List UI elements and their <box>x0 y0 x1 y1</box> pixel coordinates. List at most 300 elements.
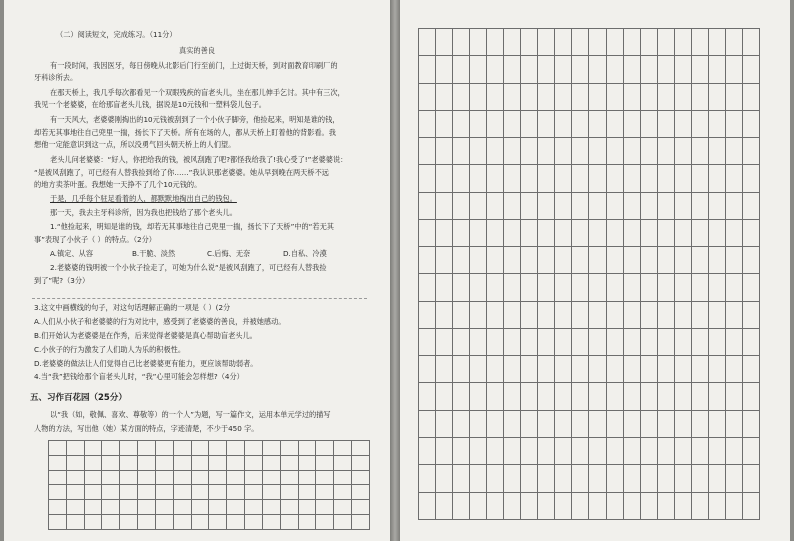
grid-cell[interactable] <box>623 165 640 192</box>
grid-cell[interactable] <box>280 515 298 530</box>
grid-cell[interactable] <box>606 274 623 301</box>
grid-cell[interactable] <box>640 492 657 519</box>
grid-cell[interactable] <box>419 274 436 301</box>
grid-cell[interactable] <box>84 500 102 515</box>
grid-cell[interactable] <box>623 247 640 274</box>
grid-cell[interactable] <box>470 437 487 464</box>
grid-cell[interactable] <box>173 485 191 500</box>
grid-cell[interactable] <box>245 441 263 456</box>
grid-cell[interactable] <box>436 356 453 383</box>
grid-cell[interactable] <box>589 219 606 246</box>
grid-cell[interactable] <box>227 441 245 456</box>
grid-cell[interactable] <box>209 441 227 456</box>
grid-cell[interactable] <box>453 383 470 410</box>
grid-cell[interactable] <box>725 437 742 464</box>
grid-cell[interactable] <box>555 437 572 464</box>
grid-cell[interactable] <box>470 383 487 410</box>
grid-cell[interactable] <box>657 328 674 355</box>
grid-cell[interactable] <box>470 492 487 519</box>
grid-cell[interactable] <box>589 492 606 519</box>
grid-cell[interactable] <box>606 437 623 464</box>
grid-cell[interactable] <box>49 485 67 500</box>
grid-cell[interactable] <box>120 485 138 500</box>
grid-cell[interactable] <box>504 492 521 519</box>
grid-cell[interactable] <box>227 515 245 530</box>
grid-cell[interactable] <box>262 470 280 485</box>
grid-cell[interactable] <box>538 301 555 328</box>
grid-cell[interactable] <box>470 301 487 328</box>
grid-cell[interactable] <box>640 247 657 274</box>
grid-cell[interactable] <box>155 455 173 470</box>
grid-cell[interactable] <box>352 485 370 500</box>
grid-cell[interactable] <box>504 383 521 410</box>
grid-cell[interactable] <box>487 274 504 301</box>
grid-cell[interactable] <box>606 328 623 355</box>
grid-cell[interactable] <box>352 441 370 456</box>
grid-cell[interactable] <box>453 465 470 492</box>
grid-cell[interactable] <box>504 247 521 274</box>
grid-cell[interactable] <box>227 470 245 485</box>
grid-cell[interactable] <box>589 383 606 410</box>
grid-cell[interactable] <box>674 247 691 274</box>
grid-cell[interactable] <box>657 56 674 83</box>
grid-cell[interactable] <box>49 455 67 470</box>
grid-cell[interactable] <box>589 301 606 328</box>
grid-cell[interactable] <box>708 29 725 56</box>
grid-cell[interactable] <box>555 465 572 492</box>
grid-cell[interactable] <box>191 455 209 470</box>
grid-cell[interactable] <box>640 356 657 383</box>
grid-cell[interactable] <box>504 192 521 219</box>
grid-cell[interactable] <box>742 410 759 437</box>
grid-cell[interactable] <box>298 515 316 530</box>
grid-cell[interactable] <box>572 356 589 383</box>
grid-cell[interactable] <box>606 165 623 192</box>
grid-cell[interactable] <box>589 274 606 301</box>
grid-cell[interactable] <box>742 437 759 464</box>
grid-cell[interactable] <box>487 383 504 410</box>
grid-cell[interactable] <box>487 165 504 192</box>
grid-cell[interactable] <box>691 383 708 410</box>
grid-cell[interactable] <box>589 110 606 137</box>
grid-cell[interactable] <box>555 29 572 56</box>
grid-cell[interactable] <box>453 56 470 83</box>
grid-cell[interactable] <box>657 356 674 383</box>
grid-cell[interactable] <box>521 301 538 328</box>
grid-cell[interactable] <box>352 470 370 485</box>
grid-cell[interactable] <box>245 485 263 500</box>
grid-cell[interactable] <box>708 274 725 301</box>
grid-cell[interactable] <box>521 465 538 492</box>
grid-cell[interactable] <box>606 219 623 246</box>
grid-cell[interactable] <box>725 410 742 437</box>
grid-cell[interactable] <box>572 165 589 192</box>
grid-cell[interactable] <box>708 110 725 137</box>
grid-cell[interactable] <box>623 192 640 219</box>
grid-cell[interactable] <box>538 383 555 410</box>
grid-cell[interactable] <box>691 110 708 137</box>
grid-cell[interactable] <box>504 301 521 328</box>
grid-cell[interactable] <box>640 138 657 165</box>
grid-cell[interactable] <box>521 138 538 165</box>
grid-cell[interactable] <box>419 247 436 274</box>
grid-cell[interactable] <box>640 301 657 328</box>
grid-cell[interactable] <box>691 465 708 492</box>
grid-cell[interactable] <box>487 219 504 246</box>
grid-cell[interactable] <box>657 29 674 56</box>
grid-cell[interactable] <box>606 83 623 110</box>
grid-cell[interactable] <box>623 138 640 165</box>
grid-cell[interactable] <box>453 437 470 464</box>
grid-cell[interactable] <box>419 383 436 410</box>
grid-cell[interactable] <box>209 470 227 485</box>
grid-cell[interactable] <box>419 29 436 56</box>
grid-cell[interactable] <box>155 485 173 500</box>
grid-cell[interactable] <box>470 83 487 110</box>
grid-cell[interactable] <box>657 219 674 246</box>
grid-cell[interactable] <box>572 465 589 492</box>
grid-cell[interactable] <box>298 455 316 470</box>
grid-cell[interactable] <box>691 274 708 301</box>
grid-cell[interactable] <box>66 515 84 530</box>
grid-cell[interactable] <box>436 274 453 301</box>
grid-cell[interactable] <box>589 56 606 83</box>
grid-cell[interactable] <box>589 465 606 492</box>
grid-cell[interactable] <box>504 110 521 137</box>
grid-cell[interactable] <box>708 83 725 110</box>
grid-cell[interactable] <box>674 274 691 301</box>
grid-cell[interactable] <box>504 274 521 301</box>
grid-cell[interactable] <box>487 83 504 110</box>
grid-cell[interactable] <box>419 356 436 383</box>
grid-cell[interactable] <box>419 410 436 437</box>
grid-cell[interactable] <box>334 441 352 456</box>
grid-cell[interactable] <box>334 485 352 500</box>
grid-cell[interactable] <box>538 356 555 383</box>
grid-cell[interactable] <box>209 515 227 530</box>
grid-cell[interactable] <box>155 441 173 456</box>
grid-cell[interactable] <box>470 192 487 219</box>
grid-cell[interactable] <box>572 328 589 355</box>
grid-cell[interactable] <box>245 470 263 485</box>
grid-cell[interactable] <box>436 410 453 437</box>
grid-cell[interactable] <box>555 328 572 355</box>
grid-cell[interactable] <box>436 56 453 83</box>
grid-cell[interactable] <box>334 470 352 485</box>
grid-cell[interactable] <box>742 192 759 219</box>
grid-cell[interactable] <box>436 437 453 464</box>
grid-cell[interactable] <box>419 165 436 192</box>
grid-cell[interactable] <box>572 383 589 410</box>
grid-cell[interactable] <box>657 83 674 110</box>
grid-cell[interactable] <box>691 192 708 219</box>
grid-cell[interactable] <box>436 301 453 328</box>
grid-cell[interactable] <box>453 138 470 165</box>
grid-cell[interactable] <box>606 410 623 437</box>
grid-cell[interactable] <box>102 515 120 530</box>
grid-cell[interactable] <box>66 470 84 485</box>
essay-writing-grid[interactable] <box>48 440 370 530</box>
grid-cell[interactable] <box>555 410 572 437</box>
grid-cell[interactable] <box>538 83 555 110</box>
grid-cell[interactable] <box>623 356 640 383</box>
grid-cell[interactable] <box>84 485 102 500</box>
grid-cell[interactable] <box>538 138 555 165</box>
grid-cell[interactable] <box>640 437 657 464</box>
grid-cell[interactable] <box>538 492 555 519</box>
grid-cell[interactable] <box>453 110 470 137</box>
grid-cell[interactable] <box>280 441 298 456</box>
grid-cell[interactable] <box>674 192 691 219</box>
grid-cell[interactable] <box>470 356 487 383</box>
grid-cell[interactable] <box>691 356 708 383</box>
grid-cell[interactable] <box>708 328 725 355</box>
grid-cell[interactable] <box>589 83 606 110</box>
grid-cell[interactable] <box>742 29 759 56</box>
grid-cell[interactable] <box>538 328 555 355</box>
grid-cell[interactable] <box>470 56 487 83</box>
grid-cell[interactable] <box>453 165 470 192</box>
grid-cell[interactable] <box>674 410 691 437</box>
grid-cell[interactable] <box>470 410 487 437</box>
grid-cell[interactable] <box>606 356 623 383</box>
grid-cell[interactable] <box>227 485 245 500</box>
grid-cell[interactable] <box>521 29 538 56</box>
grid-cell[interactable] <box>708 56 725 83</box>
grid-cell[interactable] <box>572 437 589 464</box>
grid-cell[interactable] <box>436 492 453 519</box>
grid-cell[interactable] <box>657 383 674 410</box>
grid-cell[interactable] <box>589 437 606 464</box>
grid-cell[interactable] <box>470 138 487 165</box>
grid-cell[interactable] <box>708 437 725 464</box>
grid-cell[interactable] <box>674 83 691 110</box>
grid-cell[interactable] <box>674 437 691 464</box>
grid-cell[interactable] <box>555 247 572 274</box>
grid-cell[interactable] <box>589 192 606 219</box>
composition-grid[interactable] <box>418 28 760 520</box>
grid-cell[interactable] <box>674 165 691 192</box>
grid-cell[interactable] <box>173 500 191 515</box>
grid-cell[interactable] <box>674 110 691 137</box>
grid-cell[interactable] <box>209 500 227 515</box>
grid-cell[interactable] <box>138 441 156 456</box>
grid-cell[interactable] <box>640 165 657 192</box>
grid-cell[interactable] <box>316 485 334 500</box>
grid-cell[interactable] <box>470 29 487 56</box>
grid-cell[interactable] <box>66 441 84 456</box>
grid-cell[interactable] <box>708 410 725 437</box>
grid-cell[interactable] <box>419 301 436 328</box>
grid-cell[interactable] <box>504 29 521 56</box>
grid-cell[interactable] <box>487 192 504 219</box>
grid-cell[interactable] <box>487 356 504 383</box>
grid-cell[interactable] <box>538 56 555 83</box>
grid-cell[interactable] <box>470 219 487 246</box>
grid-cell[interactable] <box>436 465 453 492</box>
grid-cell[interactable] <box>742 165 759 192</box>
grid-cell[interactable] <box>657 410 674 437</box>
grid-cell[interactable] <box>436 219 453 246</box>
grid-cell[interactable] <box>623 465 640 492</box>
grid-cell[interactable] <box>674 465 691 492</box>
grid-cell[interactable] <box>589 165 606 192</box>
grid-cell[interactable] <box>453 492 470 519</box>
grid-cell[interactable] <box>742 138 759 165</box>
grid-cell[interactable] <box>419 138 436 165</box>
grid-cell[interactable] <box>657 165 674 192</box>
grid-cell[interactable] <box>538 437 555 464</box>
grid-cell[interactable] <box>453 29 470 56</box>
grid-cell[interactable] <box>589 410 606 437</box>
grid-cell[interactable] <box>538 29 555 56</box>
grid-cell[interactable] <box>138 500 156 515</box>
grid-cell[interactable] <box>708 219 725 246</box>
grid-cell[interactable] <box>657 247 674 274</box>
grid-cell[interactable] <box>623 110 640 137</box>
grid-cell[interactable] <box>742 247 759 274</box>
grid-cell[interactable] <box>521 274 538 301</box>
grid-cell[interactable] <box>742 301 759 328</box>
grid-cell[interactable] <box>572 492 589 519</box>
grid-cell[interactable] <box>555 383 572 410</box>
grid-cell[interactable] <box>470 328 487 355</box>
grid-cell[interactable] <box>572 410 589 437</box>
grid-cell[interactable] <box>419 492 436 519</box>
grid-cell[interactable] <box>725 165 742 192</box>
grid-cell[interactable] <box>84 470 102 485</box>
grid-cell[interactable] <box>436 192 453 219</box>
grid-cell[interactable] <box>623 274 640 301</box>
grid-cell[interactable] <box>691 492 708 519</box>
grid-cell[interactable] <box>640 83 657 110</box>
grid-cell[interactable] <box>138 455 156 470</box>
grid-cell[interactable] <box>725 465 742 492</box>
grid-cell[interactable] <box>589 138 606 165</box>
grid-cell[interactable] <box>640 410 657 437</box>
grid-cell[interactable] <box>227 455 245 470</box>
grid-cell[interactable] <box>589 356 606 383</box>
grid-cell[interactable] <box>262 455 280 470</box>
grid-cell[interactable] <box>725 138 742 165</box>
grid-cell[interactable] <box>674 219 691 246</box>
grid-cell[interactable] <box>521 56 538 83</box>
grid-cell[interactable] <box>572 219 589 246</box>
grid-cell[interactable] <box>280 455 298 470</box>
grid-cell[interactable] <box>84 455 102 470</box>
grid-cell[interactable] <box>191 470 209 485</box>
grid-cell[interactable] <box>504 56 521 83</box>
grid-cell[interactable] <box>691 138 708 165</box>
grid-cell[interactable] <box>657 192 674 219</box>
grid-cell[interactable] <box>209 485 227 500</box>
grid-cell[interactable] <box>49 515 67 530</box>
grid-cell[interactable] <box>606 465 623 492</box>
grid-cell[interactable] <box>572 29 589 56</box>
grid-cell[interactable] <box>725 383 742 410</box>
grid-cell[interactable] <box>419 192 436 219</box>
grid-cell[interactable] <box>280 500 298 515</box>
grid-cell[interactable] <box>674 138 691 165</box>
grid-cell[interactable] <box>316 515 334 530</box>
grid-cell[interactable] <box>419 328 436 355</box>
grid-cell[interactable] <box>245 500 263 515</box>
grid-cell[interactable] <box>725 301 742 328</box>
grid-cell[interactable] <box>66 500 84 515</box>
grid-cell[interactable] <box>504 356 521 383</box>
grid-cell[interactable] <box>262 485 280 500</box>
grid-cell[interactable] <box>173 455 191 470</box>
grid-cell[interactable] <box>606 29 623 56</box>
grid-cell[interactable] <box>102 500 120 515</box>
grid-cell[interactable] <box>555 138 572 165</box>
grid-cell[interactable] <box>657 138 674 165</box>
grid-cell[interactable] <box>487 56 504 83</box>
grid-cell[interactable] <box>487 301 504 328</box>
grid-cell[interactable] <box>521 356 538 383</box>
grid-cell[interactable] <box>640 29 657 56</box>
grid-cell[interactable] <box>419 465 436 492</box>
grid-cell[interactable] <box>606 138 623 165</box>
grid-cell[interactable] <box>708 356 725 383</box>
grid-cell[interactable] <box>725 247 742 274</box>
grid-cell[interactable] <box>640 328 657 355</box>
grid-cell[interactable] <box>640 274 657 301</box>
grid-cell[interactable] <box>623 301 640 328</box>
grid-cell[interactable] <box>419 110 436 137</box>
grid-cell[interactable] <box>742 492 759 519</box>
grid-cell[interactable] <box>209 455 227 470</box>
grid-cell[interactable] <box>691 165 708 192</box>
grid-cell[interactable] <box>555 219 572 246</box>
grid-cell[interactable] <box>102 441 120 456</box>
grid-cell[interactable] <box>504 219 521 246</box>
grid-cell[interactable] <box>298 485 316 500</box>
grid-cell[interactable] <box>657 465 674 492</box>
grid-cell[interactable] <box>49 441 67 456</box>
grid-cell[interactable] <box>623 29 640 56</box>
grid-cell[interactable] <box>419 83 436 110</box>
grid-cell[interactable] <box>470 274 487 301</box>
grid-cell[interactable] <box>555 492 572 519</box>
grid-cell[interactable] <box>316 470 334 485</box>
grid-cell[interactable] <box>155 470 173 485</box>
grid-cell[interactable] <box>487 437 504 464</box>
grid-cell[interactable] <box>334 455 352 470</box>
grid-cell[interactable] <box>453 192 470 219</box>
grid-cell[interactable] <box>538 410 555 437</box>
grid-cell[interactable] <box>521 492 538 519</box>
grid-cell[interactable] <box>572 301 589 328</box>
grid-cell[interactable] <box>691 410 708 437</box>
grid-cell[interactable] <box>691 29 708 56</box>
grid-cell[interactable] <box>589 29 606 56</box>
grid-cell[interactable] <box>120 455 138 470</box>
grid-cell[interactable] <box>521 328 538 355</box>
grid-cell[interactable] <box>521 383 538 410</box>
grid-cell[interactable] <box>453 356 470 383</box>
grid-cell[interactable] <box>606 56 623 83</box>
grid-cell[interactable] <box>640 192 657 219</box>
grid-cell[interactable] <box>623 492 640 519</box>
grid-cell[interactable] <box>640 110 657 137</box>
grid-cell[interactable] <box>623 83 640 110</box>
grid-cell[interactable] <box>725 274 742 301</box>
grid-cell[interactable] <box>589 247 606 274</box>
grid-cell[interactable] <box>84 515 102 530</box>
grid-cell[interactable] <box>453 219 470 246</box>
grid-cell[interactable] <box>742 219 759 246</box>
